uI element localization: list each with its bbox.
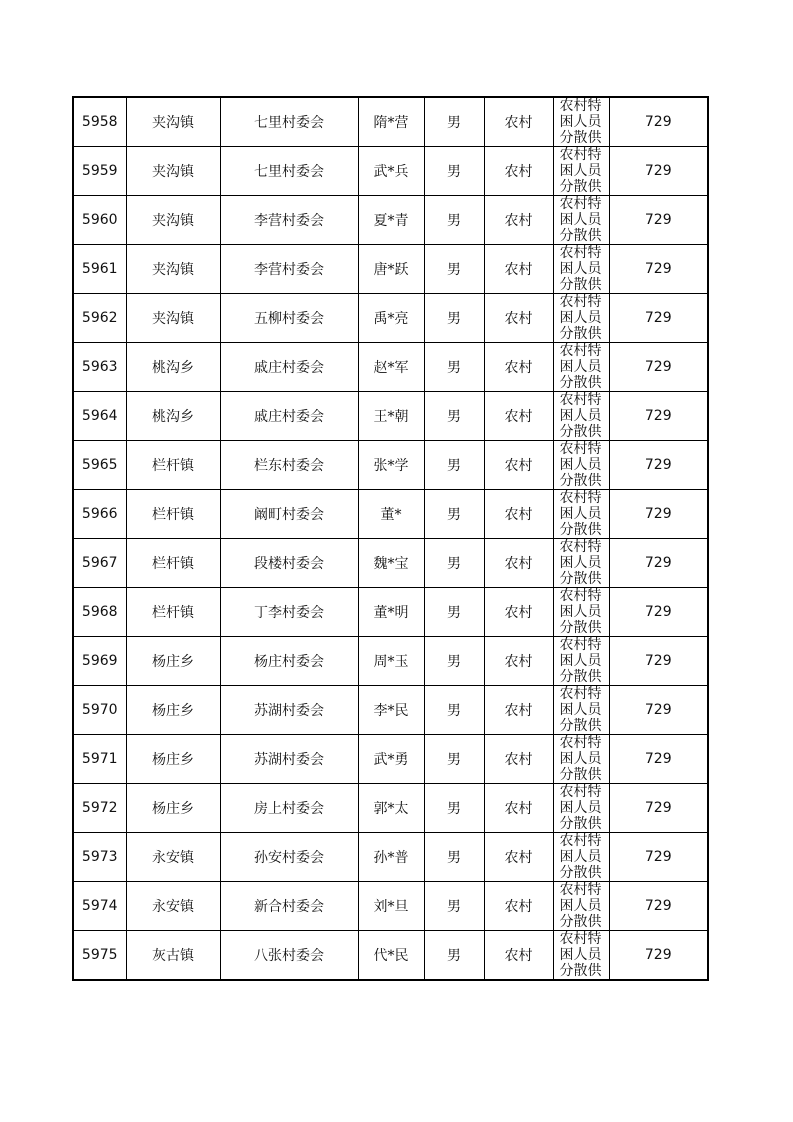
cell-village-committee: 阚町村委会	[220, 490, 358, 539]
support-category-text: 农村特困人员分散供	[559, 588, 602, 636]
cell-village-committee: 杨庄村委会	[220, 637, 358, 686]
support-category-text: 农村特困人员分散供	[559, 392, 602, 440]
cell-amount: 729	[609, 784, 708, 833]
cell-amount: 729	[609, 97, 708, 147]
table-row	[73, 931, 708, 981]
cell-gender: 男	[424, 147, 484, 196]
cell-serial-number: 5974	[73, 882, 126, 931]
cell-area-type: 农村	[484, 147, 553, 196]
records-table-body	[73, 97, 708, 980]
cell-village-committee: 七里村委会	[220, 147, 358, 196]
table-row	[73, 637, 708, 686]
cell-village-committee: 五柳村委会	[220, 294, 358, 343]
support-category-text: 农村特困人员分散供	[559, 196, 602, 244]
cell-serial-number: 5971	[73, 735, 126, 784]
cell-amount: 729	[609, 588, 708, 637]
table-row	[73, 343, 708, 392]
table-row	[73, 735, 708, 784]
support-category-text: 农村特困人员分散供	[559, 882, 602, 930]
cell-support-category	[553, 245, 609, 294]
table-row	[73, 147, 708, 196]
cell-town: 杨庄乡	[126, 784, 220, 833]
cell-village-committee: 李营村委会	[220, 245, 358, 294]
cell-village-committee: 段楼村委会	[220, 539, 358, 588]
cell-person-name: 董*	[358, 490, 424, 539]
cell-town: 杨庄乡	[126, 686, 220, 735]
cell-person-name: 郭*太	[358, 784, 424, 833]
cell-serial-number: 5975	[73, 931, 126, 981]
cell-area-type: 农村	[484, 441, 553, 490]
support-category-text: 农村特困人员分散供	[559, 931, 602, 979]
cell-village-committee: 七里村委会	[220, 97, 358, 147]
cell-support-category	[553, 97, 609, 147]
cell-gender: 男	[424, 686, 484, 735]
cell-amount: 729	[609, 392, 708, 441]
cell-support-category	[553, 539, 609, 588]
cell-village-committee: 八张村委会	[220, 931, 358, 981]
cell-amount: 729	[609, 147, 708, 196]
cell-amount: 729	[609, 245, 708, 294]
cell-town: 杨庄乡	[126, 735, 220, 784]
cell-area-type: 农村	[484, 637, 553, 686]
cell-support-category	[553, 931, 609, 981]
cell-person-name: 唐*跃	[358, 245, 424, 294]
table-row	[73, 784, 708, 833]
cell-person-name: 禹*亮	[358, 294, 424, 343]
cell-serial-number: 5970	[73, 686, 126, 735]
support-category-text: 农村特困人员分散供	[559, 637, 602, 685]
cell-gender: 男	[424, 490, 484, 539]
support-category-text: 农村特困人员分散供	[559, 245, 602, 293]
support-category-text: 农村特困人员分散供	[559, 539, 602, 587]
cell-gender: 男	[424, 931, 484, 981]
cell-amount: 729	[609, 735, 708, 784]
cell-person-name: 武*勇	[358, 735, 424, 784]
cell-gender: 男	[424, 294, 484, 343]
cell-person-name: 隋*营	[358, 97, 424, 147]
cell-area-type: 农村	[484, 735, 553, 784]
cell-serial-number: 5959	[73, 147, 126, 196]
cell-person-name: 董*明	[358, 588, 424, 637]
cell-serial-number: 5966	[73, 490, 126, 539]
cell-amount: 729	[609, 196, 708, 245]
cell-support-category	[553, 686, 609, 735]
cell-area-type: 农村	[484, 588, 553, 637]
cell-town: 栏杆镇	[126, 588, 220, 637]
cell-serial-number: 5965	[73, 441, 126, 490]
cell-amount: 729	[609, 882, 708, 931]
cell-person-name: 武*兵	[358, 147, 424, 196]
cell-support-category	[553, 294, 609, 343]
cell-gender: 男	[424, 539, 484, 588]
support-category-text: 农村特困人员分散供	[559, 686, 602, 734]
cell-serial-number: 5967	[73, 539, 126, 588]
cell-gender: 男	[424, 637, 484, 686]
table-row	[73, 196, 708, 245]
cell-town: 栏杆镇	[126, 539, 220, 588]
support-category-text: 农村特困人员分散供	[559, 784, 602, 832]
table-row	[73, 882, 708, 931]
table-row	[73, 686, 708, 735]
table-row	[73, 245, 708, 294]
cell-person-name: 孙*普	[358, 833, 424, 882]
cell-support-category	[553, 343, 609, 392]
cell-gender: 男	[424, 196, 484, 245]
support-category-text: 农村特困人员分散供	[559, 294, 602, 342]
cell-village-committee: 房上村委会	[220, 784, 358, 833]
cell-person-name: 代*民	[358, 931, 424, 981]
cell-village-committee: 孙安村委会	[220, 833, 358, 882]
cell-serial-number: 5962	[73, 294, 126, 343]
support-category-text: 农村特困人员分散供	[559, 98, 602, 146]
cell-amount: 729	[609, 490, 708, 539]
cell-person-name: 夏*青	[358, 196, 424, 245]
cell-gender: 男	[424, 882, 484, 931]
cell-support-category	[553, 392, 609, 441]
cell-town: 夹沟镇	[126, 294, 220, 343]
cell-gender: 男	[424, 735, 484, 784]
cell-person-name: 刘*旦	[358, 882, 424, 931]
support-category-text: 农村特困人员分散供	[559, 441, 602, 489]
table-row	[73, 97, 708, 147]
cell-area-type: 农村	[484, 490, 553, 539]
cell-village-committee: 戚庄村委会	[220, 392, 358, 441]
cell-village-committee: 李营村委会	[220, 196, 358, 245]
cell-person-name: 魏*宝	[358, 539, 424, 588]
cell-area-type: 农村	[484, 343, 553, 392]
cell-serial-number: 5969	[73, 637, 126, 686]
cell-support-category	[553, 196, 609, 245]
cell-amount: 729	[609, 441, 708, 490]
cell-gender: 男	[424, 784, 484, 833]
cell-town: 永安镇	[126, 833, 220, 882]
cell-gender: 男	[424, 588, 484, 637]
cell-area-type: 农村	[484, 294, 553, 343]
cell-support-category	[553, 588, 609, 637]
cell-town: 夹沟镇	[126, 245, 220, 294]
cell-serial-number: 5961	[73, 245, 126, 294]
table-row	[73, 294, 708, 343]
cell-support-category	[553, 637, 609, 686]
cell-serial-number: 5964	[73, 392, 126, 441]
cell-person-name: 周*玉	[358, 637, 424, 686]
cell-village-committee: 苏湖村委会	[220, 735, 358, 784]
cell-town: 桃沟乡	[126, 343, 220, 392]
cell-area-type: 农村	[484, 97, 553, 147]
cell-support-category	[553, 735, 609, 784]
cell-amount: 729	[609, 539, 708, 588]
support-category-text: 农村特困人员分散供	[559, 343, 602, 391]
cell-amount: 729	[609, 931, 708, 981]
cell-area-type: 农村	[484, 686, 553, 735]
table-row	[73, 392, 708, 441]
cell-serial-number: 5960	[73, 196, 126, 245]
cell-support-category	[553, 147, 609, 196]
cell-amount: 729	[609, 343, 708, 392]
cell-area-type: 农村	[484, 833, 553, 882]
cell-village-committee: 戚庄村委会	[220, 343, 358, 392]
cell-area-type: 农村	[484, 931, 553, 981]
cell-serial-number: 5972	[73, 784, 126, 833]
cell-gender: 男	[424, 343, 484, 392]
cell-town: 栏杆镇	[126, 490, 220, 539]
cell-village-committee: 丁李村委会	[220, 588, 358, 637]
cell-area-type: 农村	[484, 196, 553, 245]
cell-gender: 男	[424, 97, 484, 147]
cell-person-name: 赵*军	[358, 343, 424, 392]
cell-area-type: 农村	[484, 245, 553, 294]
cell-serial-number: 5973	[73, 833, 126, 882]
table-row	[73, 539, 708, 588]
cell-area-type: 农村	[484, 392, 553, 441]
cell-person-name: 王*朝	[358, 392, 424, 441]
cell-person-name: 李*民	[358, 686, 424, 735]
cell-town: 栏杆镇	[126, 441, 220, 490]
cell-area-type: 农村	[484, 882, 553, 931]
cell-gender: 男	[424, 245, 484, 294]
cell-serial-number: 5963	[73, 343, 126, 392]
table-row	[73, 588, 708, 637]
cell-gender: 男	[424, 392, 484, 441]
table-row	[73, 441, 708, 490]
support-category-text: 农村特困人员分散供	[559, 490, 602, 538]
table-row	[73, 490, 708, 539]
cell-amount: 729	[609, 637, 708, 686]
cell-village-committee: 栏东村委会	[220, 441, 358, 490]
cell-town: 永安镇	[126, 882, 220, 931]
cell-village-committee: 苏湖村委会	[220, 686, 358, 735]
cell-town: 桃沟乡	[126, 392, 220, 441]
cell-town: 杨庄乡	[126, 637, 220, 686]
cell-person-name: 张*学	[358, 441, 424, 490]
records-table	[72, 96, 709, 981]
cell-gender: 男	[424, 833, 484, 882]
table-row	[73, 833, 708, 882]
cell-amount: 729	[609, 294, 708, 343]
cell-serial-number: 5958	[73, 97, 126, 147]
cell-amount: 729	[609, 833, 708, 882]
cell-town: 灰古镇	[126, 931, 220, 981]
support-category-text: 农村特困人员分散供	[559, 147, 602, 195]
cell-area-type: 农村	[484, 539, 553, 588]
support-category-text: 农村特困人员分散供	[559, 833, 602, 881]
cell-support-category	[553, 784, 609, 833]
cell-town: 夹沟镇	[126, 97, 220, 147]
cell-support-category	[553, 441, 609, 490]
cell-area-type: 农村	[484, 784, 553, 833]
cell-town: 夹沟镇	[126, 147, 220, 196]
cell-gender: 男	[424, 441, 484, 490]
cell-support-category	[553, 833, 609, 882]
cell-village-committee: 新合村委会	[220, 882, 358, 931]
cell-amount: 729	[609, 686, 708, 735]
cell-support-category	[553, 882, 609, 931]
support-category-text: 农村特困人员分散供	[559, 735, 602, 783]
cell-town: 夹沟镇	[126, 196, 220, 245]
cell-serial-number: 5968	[73, 588, 126, 637]
cell-support-category	[553, 490, 609, 539]
